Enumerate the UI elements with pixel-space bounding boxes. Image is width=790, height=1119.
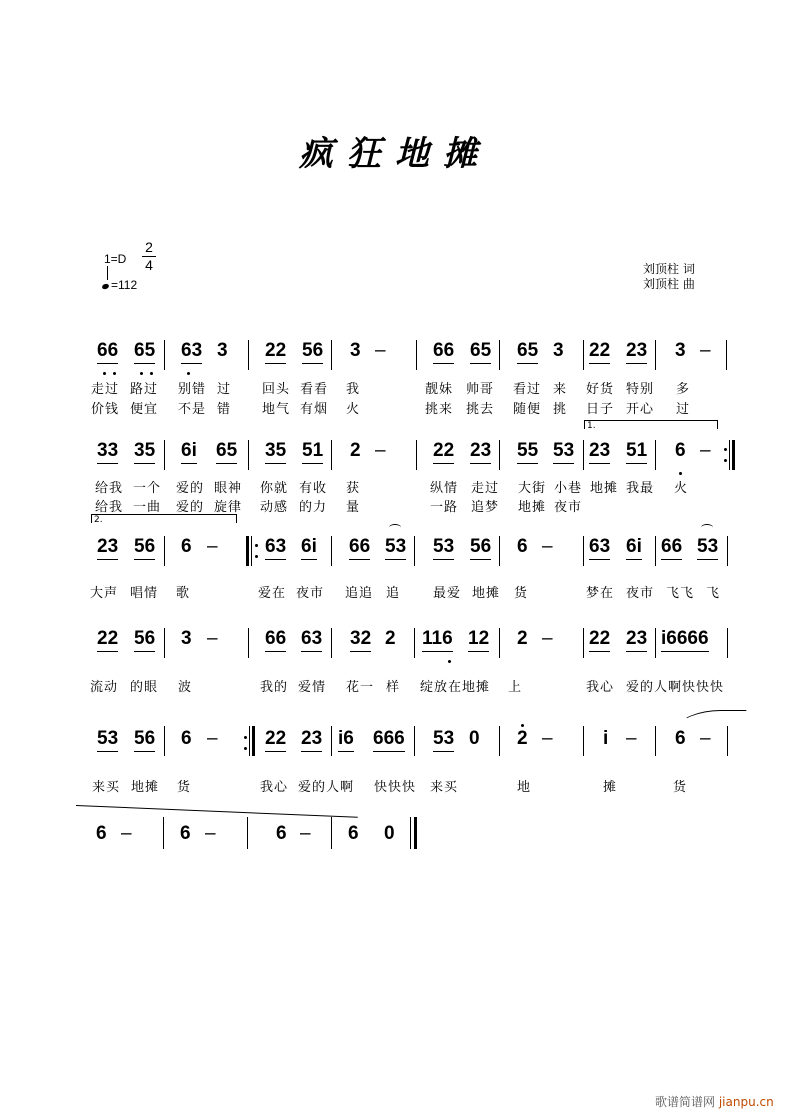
note: 3 xyxy=(217,340,228,361)
note-group: 63 xyxy=(181,340,202,364)
score-row-3: 2. 23 56 6 – 63 6i 66 53 53 56 6 – 63 6i 66 53 大声 唱情 歌 爱在 夜市 追追 追 最爱 地摊 货 梦在 夜市 飞飞 飞 xyxy=(0,514,790,604)
note-group: 65 xyxy=(470,340,491,364)
note-group: 22 xyxy=(265,340,286,364)
note-group: 65 xyxy=(134,340,155,364)
note-group: 66 xyxy=(433,340,454,364)
note-group: 65 xyxy=(517,340,538,364)
repeat-start-barline xyxy=(246,536,249,566)
key-signature: 1=D xyxy=(104,252,127,266)
fermata-arc xyxy=(389,524,401,531)
lyricist: 刘顶柱 词 xyxy=(643,262,695,276)
time-top: 2 xyxy=(145,239,153,255)
final-barline xyxy=(414,817,417,849)
note-group: 22 xyxy=(589,340,610,364)
score-row-6: 6 – 6 – 6 – 6 0 xyxy=(0,805,790,855)
time-bottom: 4 xyxy=(145,257,153,273)
score-row-5: 53 56 6 – 22 23 i6 666 53 0 2 – i – 6 – 来买 地摊 货 我心 爱的人啊 快快快 来买 地 摊 货 xyxy=(0,712,790,792)
repeat-end-barline xyxy=(252,726,255,756)
score-row-1: 66 65 63 3 22 56 3 – 66 65 65 3 22 23 3 – 走过 路过 别错 过 回头 看看 我 靓妹 帅哥 看过 来 好货 特别 多 价钱 便宜 不是 错 地气 有烟 火 挑来 挑去 随便 挑 日子 开心 过 xyxy=(0,340,790,420)
song-title: 疯狂地摊 xyxy=(299,134,491,174)
note-group: 66 xyxy=(97,340,118,364)
score-row-2: 1. 33 35 6i 65 35 51 2 – 22 23 55 53 23 51 6 – 给我 一个 爱的 眼神 你就 有收 获 纵情 走过 大街 小巷 地摊 我最 火 给我 一曲 爱的 旋律 动感 的力 量 一路 追梦 地摊 夜市 xyxy=(0,420,790,520)
note: 3 xyxy=(553,340,564,361)
tempo-marking: =112 xyxy=(102,278,137,292)
watermark: 歌谱简谱网 jianpu.cn xyxy=(655,1095,774,1109)
note: 3 xyxy=(675,340,686,361)
composer: 刘顶柱 曲 xyxy=(643,277,695,291)
time-signature xyxy=(142,240,156,273)
note: 3 xyxy=(350,340,361,361)
dash: – xyxy=(700,340,711,361)
volta-2: 2. xyxy=(91,514,237,523)
credits xyxy=(643,262,695,292)
tie-line xyxy=(76,805,358,818)
note-group: 23 xyxy=(626,340,647,364)
note-group: 56 xyxy=(302,340,323,364)
fermata-arc xyxy=(701,524,713,531)
repeat-end-barline xyxy=(732,440,735,470)
volta-1: 1. xyxy=(584,420,718,429)
score-row-4: 22 56 3 – 66 63 32 2 116 12 2 – 22 23 i6666 流动 的眼 波 我的 爱情 花一 样 绽放在地摊 上 我心 爱的人啊快快快 xyxy=(0,628,790,698)
quarter-note-icon xyxy=(107,266,108,280)
dash: – xyxy=(375,340,386,361)
